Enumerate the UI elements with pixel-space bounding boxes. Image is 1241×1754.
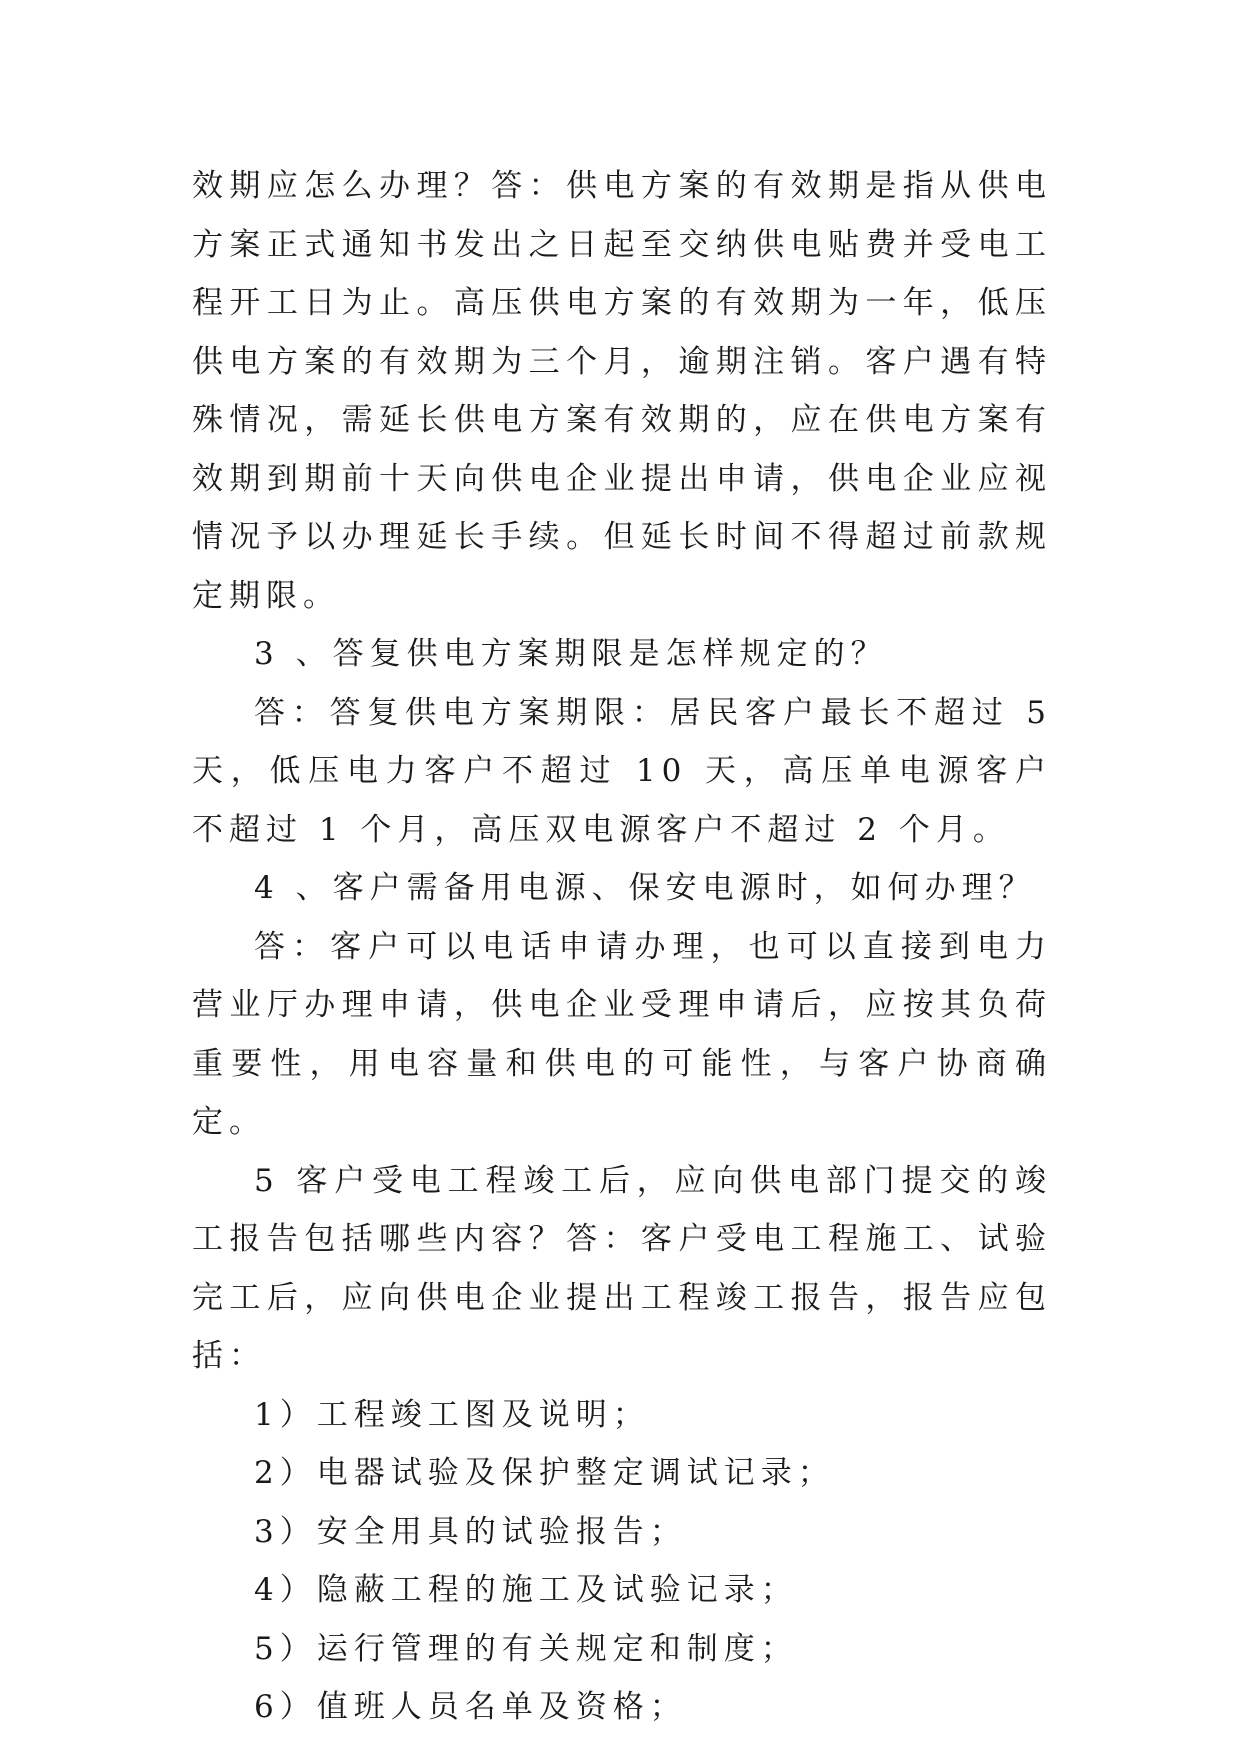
list-item-2: 2）电器试验及保护整定调试记录； [254,1455,835,1491]
answer-3: 答：答复供电方案期限：居民客户最长不超过 5 天，低压电力客户不超过 10 天，高压单电源客户不超过 1 个月，高压双电源客户不超过 2 个月。 [192,694,1052,848]
question-3: 3 、答复供电方案期限是怎样规定的？ [254,636,888,672]
list-item-5: 5）运行管理的有关规定和制度； [254,1630,798,1667]
document-body [192,157,1052,1737]
list-item-3: 3）安全用具的试验报告； [254,1513,687,1550]
answer-4: 答：客户可以电话申请办理，也可以直接到电力营业厅办理申请，供电企业受理申请后，应按其负荷重要性，用电容量和供电的可能性，与客户协商确定。 [192,928,1052,1140]
paragraph-validity-answer: 效期应怎么办理？答：供电方案的有效期是指从供电方案正式通知书发出之日起至交纳供电贴费并受电工程开工日为止。高压供电方案的有效期为一年，低压供电方案的有效期为三个月，逾期注销。客户遇有特殊情况，需延长供电方案有效期的，应在供电方案有效期到期前十天向供电企业提出申请，供电企业应视情况予以办理延长手续。但延长时间不得超过前款规定期限。 [192,168,1052,614]
question-4: 4 、客户需备用电源、保安电源时，如何办理？ [254,870,1036,906]
question-5: 5 客户受电工程竣工后，应向供电部门提交的竣工报告包括哪些内容？答：客户受电工程施工、试验完工后，应向供电企业提出工程竣工报告，报告应包括： [192,1162,1052,1374]
list-item-6: 6）值班人员名单及资格； [254,1689,687,1725]
list-item-4: 4）隐蔽工程的施工及试验记录； [254,1572,798,1608]
list-item-1: 1）工程竣工图及说明； [254,1396,650,1433]
